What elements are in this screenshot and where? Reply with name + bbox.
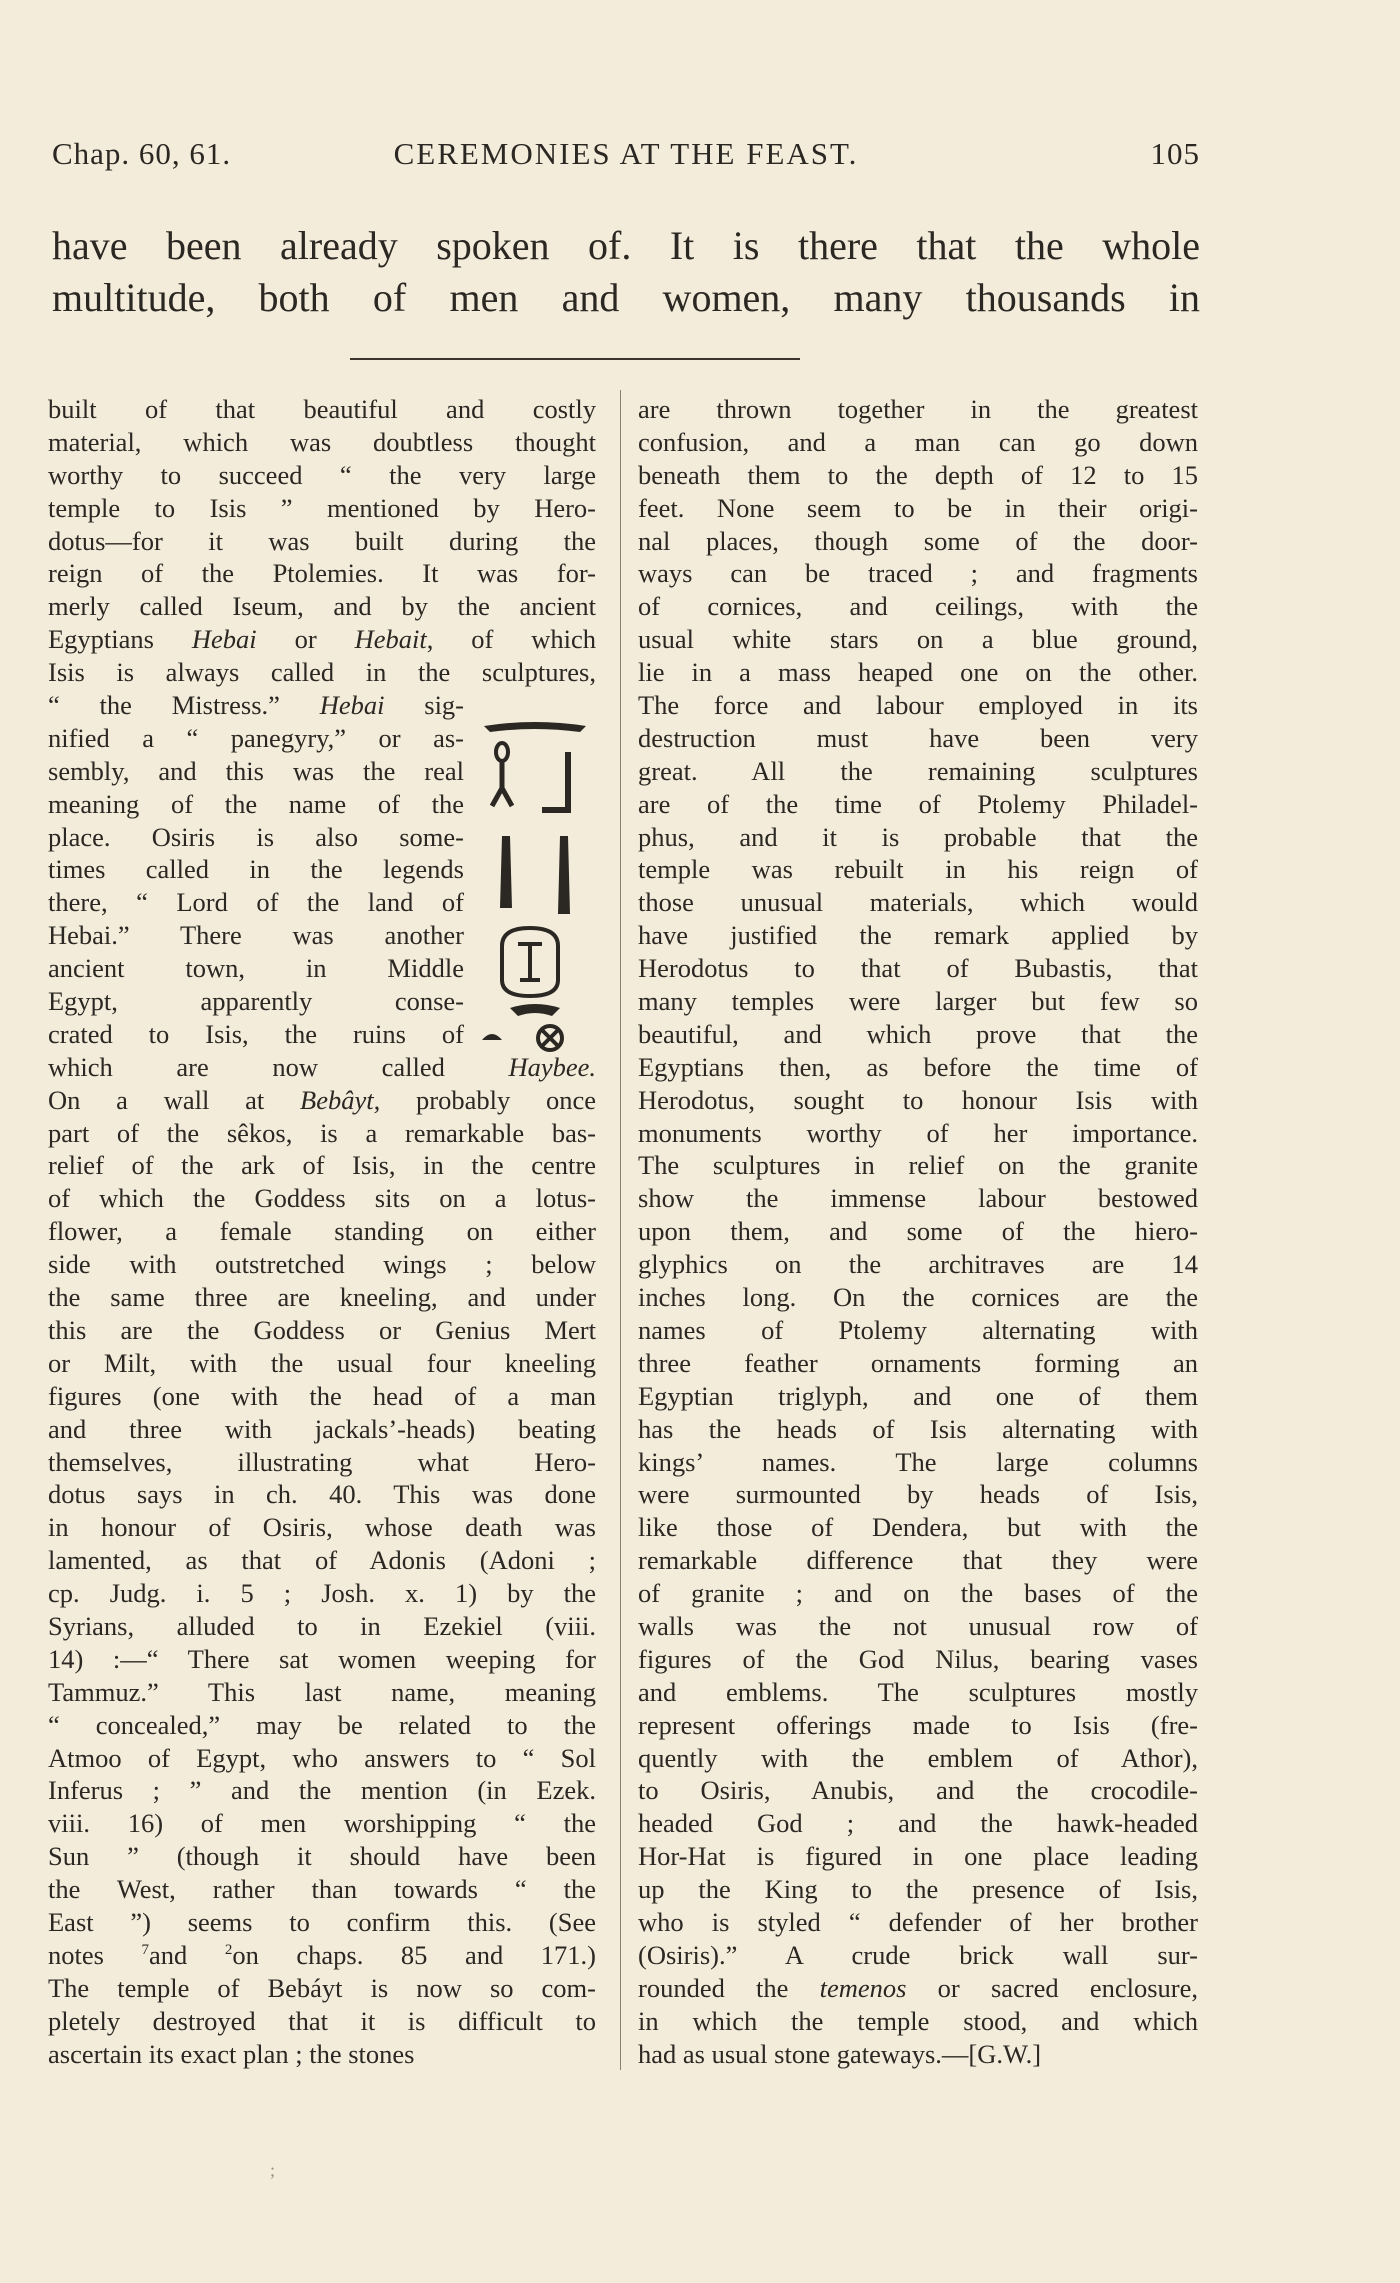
text-line: meaning of the name of the: [48, 788, 464, 819]
text-line: themselves, illustrating what Hero-: [48, 1446, 596, 1477]
text-line: upon them, and some of the hiero-: [638, 1216, 1198, 1247]
text-line: beneath them to the depth of 12 to 15: [638, 459, 1198, 490]
text-line: there, “ Lord of the land of: [48, 887, 464, 918]
text-line: ancient town, in Middle: [48, 953, 464, 984]
page-mark: ;: [270, 2160, 276, 2180]
running-head: [52, 136, 1200, 176]
text-line: “ concealed,” may be related to the: [48, 1709, 596, 1740]
text-line: Atmoo of Egypt, who answers to “ Sol: [48, 1742, 596, 1773]
text-line: has the heads of Isis alternating with: [638, 1413, 1198, 1444]
text-line: feet. None seem to be in their origi-: [638, 492, 1198, 523]
note-text: on chaps. 85 and 171.): [232, 1939, 596, 1970]
text-line: Hor-Hat is figured in one place leading: [638, 1841, 1198, 1872]
hieroglyph-hebai-icon: [480, 718, 590, 1058]
text-line: Egyptians then, as before the time of: [638, 1051, 1198, 1082]
text-line: times called in the legends: [48, 854, 464, 885]
text-line: of cornices, and ceilings, with the: [638, 591, 1198, 622]
text-line: kings’ names. The large columns: [638, 1446, 1198, 1477]
text-line: up the King to the presence of Isis,: [638, 1874, 1198, 1905]
text-line: destruction must have been very: [638, 722, 1198, 753]
text-line: those unusual materials, which would: [638, 887, 1198, 918]
text-line: who is styled “ defender of her brother: [638, 1906, 1198, 1937]
text-line: cp. Judg. i. 5 ; Josh. x. 1) by the: [48, 1578, 596, 1609]
text-line: sembly, and this was the real: [48, 755, 464, 786]
text-line: and emblems. The sculptures mostly: [638, 1676, 1198, 1707]
text-line: 14) :—“ There sat women weeping for: [48, 1643, 596, 1674]
text-line: like those of Dendera, but with the: [638, 1512, 1198, 1543]
text-line: walls was the not unusual row of: [638, 1610, 1198, 1641]
text-line: or Milt, with the usual four kneeling: [48, 1347, 596, 1378]
text-line: (Osiris).” A crude brick wall sur-: [638, 1939, 1198, 1970]
text-line: names of Ptolemy alternating with: [638, 1314, 1198, 1345]
main-text: [52, 220, 1200, 324]
text-line: Sun ” (though it should have been: [48, 1841, 596, 1872]
text-line: lie in a mass heaped one on the other.: [638, 657, 1198, 688]
text-line: inches long. On the cornices are the: [638, 1282, 1198, 1313]
text-line: dotus says in ch. 40. This was done: [48, 1479, 596, 1510]
column-divider: [620, 390, 621, 2070]
text-line: to Osiris, Anubis, and the crocodile-: [638, 1775, 1198, 1806]
text-line: were surmounted by heads of Isis,: [638, 1479, 1198, 1510]
text-line: headed God ; and the hawk-headed: [638, 1808, 1198, 1839]
text-line: nal places, though some of the door-: [638, 525, 1198, 556]
text-line: viii. 16) of men worshipping “ the: [48, 1808, 596, 1839]
text-line: relief of the ark of Isis, in the centre: [48, 1150, 596, 1181]
text-line: pletely destroyed that it is difficult to: [48, 2005, 596, 2036]
text-line: beautiful, and which prove that the: [638, 1018, 1198, 1049]
text-line: this are the Goddess or Genius Mert: [48, 1314, 596, 1345]
note-text: and: [149, 1939, 188, 1970]
text-line: quently with the emblem of Athor),: [638, 1742, 1198, 1773]
note-text: notes: [48, 1939, 104, 1970]
text-line: Tammuz.” This last name, meaning: [48, 1676, 596, 1707]
text-line: reign of the Ptolemies. It was for-: [48, 558, 596, 589]
main-text-line: have been already spoken of. It is there that the whole: [52, 223, 1200, 268]
text-line: Egypt, apparently conse-: [48, 986, 464, 1017]
text-line: the West, rather than towards “ the: [48, 1874, 596, 1905]
text-line: rounded the temenos or sacred enclosure,: [638, 1972, 1198, 2003]
main-text-line: multitude, both of men and women, many thousands in: [52, 275, 1200, 320]
note-superscript: 2: [224, 1942, 233, 1959]
text-line: place. Osiris is also some-: [48, 821, 464, 852]
text-line: built of that beautiful and costly: [48, 394, 596, 424]
text-line: East ”) seems to confirm this. (See: [48, 1906, 596, 1937]
text-line: dotus—for it was built during the: [48, 525, 596, 556]
text-line: The sculptures in relief on the granite: [638, 1150, 1198, 1181]
text-line: Inferus ; ” and the mention (in Ezek.: [48, 1775, 596, 1806]
text-line: lamented, as that of Adonis (Adoni ;: [48, 1545, 596, 1576]
text-line: ascertain its exact plan ; the stones: [48, 2038, 415, 2069]
text-line: “ the Mistress.” Hebai sig-: [48, 690, 464, 721]
notes-reference-line: [48, 1939, 596, 1972]
page-number: 105: [1150, 136, 1200, 171]
text-line: Hebai.” There was another: [48, 920, 464, 951]
text-line: in which the temple stood, and which: [638, 2005, 1198, 2036]
text-line: are thrown together in the greatest: [638, 394, 1198, 424]
text-line: of which the Goddess sits on a lotus-: [48, 1183, 596, 1214]
text-line: side with outstretched wings ; below: [48, 1249, 596, 1280]
text-line: show the immense labour bestowed: [638, 1183, 1198, 1214]
note-superscript: 7: [141, 1942, 149, 1959]
text-line: of granite ; and on the bases of the: [638, 1578, 1198, 1609]
text-line: great. All the remaining sculptures: [638, 755, 1198, 786]
text-line: are of the time of Ptolemy Philadel-: [638, 788, 1198, 819]
text-line: in honour of Osiris, whose death was: [48, 1512, 596, 1543]
page-title: CEREMONIES AT THE FEAST.: [393, 136, 859, 171]
text-line: temple was rebuilt in his reign of: [638, 854, 1198, 885]
text-line: which are now called Haybee.: [48, 1051, 596, 1082]
text-line: figures (one with the head of a man: [48, 1380, 596, 1411]
text-line: Egyptian triglyph, and one of them: [638, 1380, 1198, 1411]
text-line: had as usual stone gateways.—[G.W.]: [638, 2038, 1042, 2069]
text-line: Herodotus to that of Bubastis, that: [638, 953, 1198, 984]
text-line: The temple of Bebáyt is now so com-: [48, 1972, 596, 2003]
text-line: represent offerings made to Isis (fre-: [638, 1709, 1198, 1740]
chapter-label: Chap. 60, 61.: [52, 136, 232, 171]
text-line: glyphics on the architraves are 14: [638, 1249, 1198, 1280]
text-line: merly called Iseum, and by the ancient: [48, 591, 596, 622]
text-line: Isis is always called in the sculptures,: [48, 657, 596, 688]
text-line: and three with jackals’-heads) beating: [48, 1413, 596, 1444]
text-line: many temples were larger but few so: [638, 986, 1198, 1017]
text-line: temple to Isis ” mentioned by Hero-: [48, 492, 596, 523]
text-line: have justified the remark applied by: [638, 920, 1198, 951]
text-line: confusion, and a man can go down: [638, 426, 1198, 457]
text-line: figures of the God Nilus, bearing vases: [638, 1643, 1198, 1674]
section-rule: [350, 358, 800, 360]
text-line: usual white stars on a blue ground,: [638, 624, 1198, 655]
text-line: Herodotus, sought to honour Isis with: [638, 1084, 1198, 1115]
text-line: nified a “ panegyry,” or as-: [48, 722, 464, 753]
text-line: the same three are kneeling, and under: [48, 1282, 596, 1313]
text-line: The force and labour employed in its: [638, 690, 1198, 721]
text-line: remarkable difference that they were: [638, 1545, 1198, 1576]
text-line: ways can be traced ; and fragments: [638, 558, 1198, 589]
notes-column-left: [48, 393, 596, 2070]
notes-column-right: [638, 393, 1198, 2070]
text-line: material, which was doubtless thought: [48, 426, 596, 457]
text-line: Egyptians Hebai or Hebait, of which: [48, 624, 596, 655]
text-line: crated to Isis, the ruins of: [48, 1018, 464, 1049]
text-line: worthy to succeed “ the very large: [48, 459, 596, 490]
text-line: monuments worthy of her importance.: [638, 1117, 1198, 1148]
text-line: flower, a female standing on either: [48, 1216, 596, 1247]
text-line: phus, and it is probable that the: [638, 821, 1198, 852]
text-line: Syrians, alluded to in Ezekiel (viii.: [48, 1610, 596, 1641]
text-line: part of the sêkos, is a remarkable bas-: [48, 1117, 596, 1148]
text-line: On a wall at Bebâyt, probably once: [48, 1084, 596, 1115]
text-line: three feather ornaments forming an: [638, 1347, 1198, 1378]
